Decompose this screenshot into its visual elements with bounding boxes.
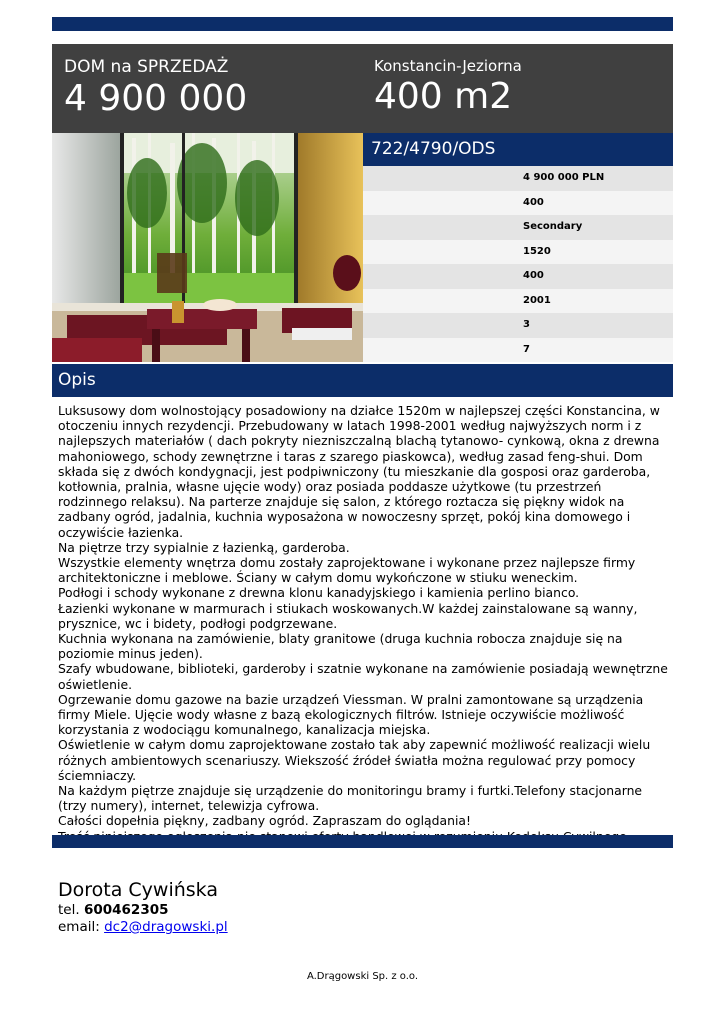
description-paragraph: Podłogi i schody wykonane z drewna klonu kanadyjskiego i kamienia perlino bianco. [58, 585, 580, 601]
description-text [58, 403, 670, 844]
param-floors: 3 [363, 313, 673, 338]
param-price: 4 900 000 PLN [363, 166, 673, 191]
area: 400 m2 [374, 76, 513, 117]
property-type: DOM na SPRZEDAŻ [64, 57, 229, 77]
location: Konstancin-Jeziorna [374, 57, 522, 75]
header-right [374, 56, 522, 118]
agent-email-link[interactable]: dc2@dragowski.pl [104, 919, 228, 935]
param-year-built: 2001 [363, 289, 673, 314]
param-plot-area: 1520 [363, 240, 673, 265]
agent-name: Dorota Cywińska [58, 879, 218, 901]
description-paragraph: Na piętrze trzy sypialnie z łazienką, garderoba. [58, 539, 350, 555]
listing-header [52, 44, 673, 133]
param-rooms: 7 [363, 338, 673, 363]
price: 4 900 000 [64, 78, 248, 119]
param-usable-area: 400 [363, 264, 673, 289]
param-area: 400 [363, 191, 673, 216]
description-paragraph: Całości dopełnia piękny, zadbany ogród. Zapraszam do oglądania! [58, 813, 471, 829]
agent-email-line [58, 919, 228, 936]
agent-contact [58, 878, 228, 936]
header-left [64, 56, 247, 120]
email-label: email: [58, 919, 100, 935]
description-paragraph: Ogrzewanie domu gazowe na bazie urządzeń Viessman. W pralni zamontowane są urządzenia firmy Miele. Ujęcie wody własne z bazą ekologicznych filtrów. Istnieje oczywiście możliwość korzystania z wodociągu komunalnego, kanalizacja miejska. [58, 691, 644, 738]
description-paragraph: Szafy wbudowane, biblioteki, garderoby i szatnie wykonane na zamówienie posiadają wewnętrzne oświetlenie. [58, 661, 668, 692]
interior-garden-image [52, 133, 363, 362]
bottom-bar [52, 835, 673, 848]
property-photo [52, 133, 363, 362]
phone-label: tel. [58, 902, 80, 918]
description-paragraph: Łazienki wykonane w marmurach i stiukach woskowanych.W każdej zainstalowane są wanny, prysznice, wc i bidety, podłogi podgrzewane. [58, 600, 638, 631]
reference-number: 722/4790/ODS [363, 133, 673, 166]
description-heading: Opis [52, 364, 673, 397]
footer-company: A.Drągowski Sp. z o.o. [306, 971, 419, 982]
description-paragraph: Kuchnia wykonana na zamówienie, blaty granitowe (druga kuchnia robocza znajduje się na poziomie minus jeden). [58, 631, 623, 662]
param-market: Secondary [363, 215, 673, 240]
description-paragraph: Wszystkie elementy wnętrza domu zostały zaprojektowane i wykonane przez najlepsze firmy architektoniczne i meblowe. Ściany w całym domu wykończone w stiuku weneckim. [58, 555, 636, 586]
top-bar [52, 17, 673, 31]
agent-phone: 600462305 [83, 902, 169, 918]
parameters-table [363, 166, 673, 362]
description-paragraph: Luksusowy dom wolnostojący posadowiony na działce 1520m w najlepszej części Konstancina, w otoczeniu innych rezydencji. Przebudowany w latach 1998-2001 według najwyższych norm i z najlepszych materiałów ( dach pokryty niezniszczalną blachą tytanowo- cynkową, okna z drewna mahoniowego, schody zewnętrzne i taras z szarego piaskowca), według zasad feng-shui. Dom składa się z dwóch kondygnacji, jest podpiwniczony (tu mieszkanie dla gosposi oraz garderoba, kotłownia, pralnia, własne ujęcie wody) oraz posiada poddasze użytkowe (tu przestrzeń rodzinnego relaksu). Na parterze znajduje się salon, z którego roztacza się piękny widok na zadbany ogród, jadalnia, kuchnia wyposażona w nowoczesny sprzęt, pokój kina domowego i oczywiście łazienka. [58, 403, 660, 540]
description-paragraph: Oświetlenie w całym domu zaprojektowane zostało tak aby zapewnić możliwość realizacji wielu różnych ambientowych scenariuszy. Wiekszość źródeł światła można regulować przy pomocy ściemniaczy. [58, 737, 651, 783]
description-paragraph: Na każdym piętrze znajduje się urządzenie do monitoringu bramy i furtki.Telefony stacjonarne (trzy numery), internet, telewizja cyfrowa. [58, 783, 643, 814]
agent-phone-line [58, 902, 228, 919]
